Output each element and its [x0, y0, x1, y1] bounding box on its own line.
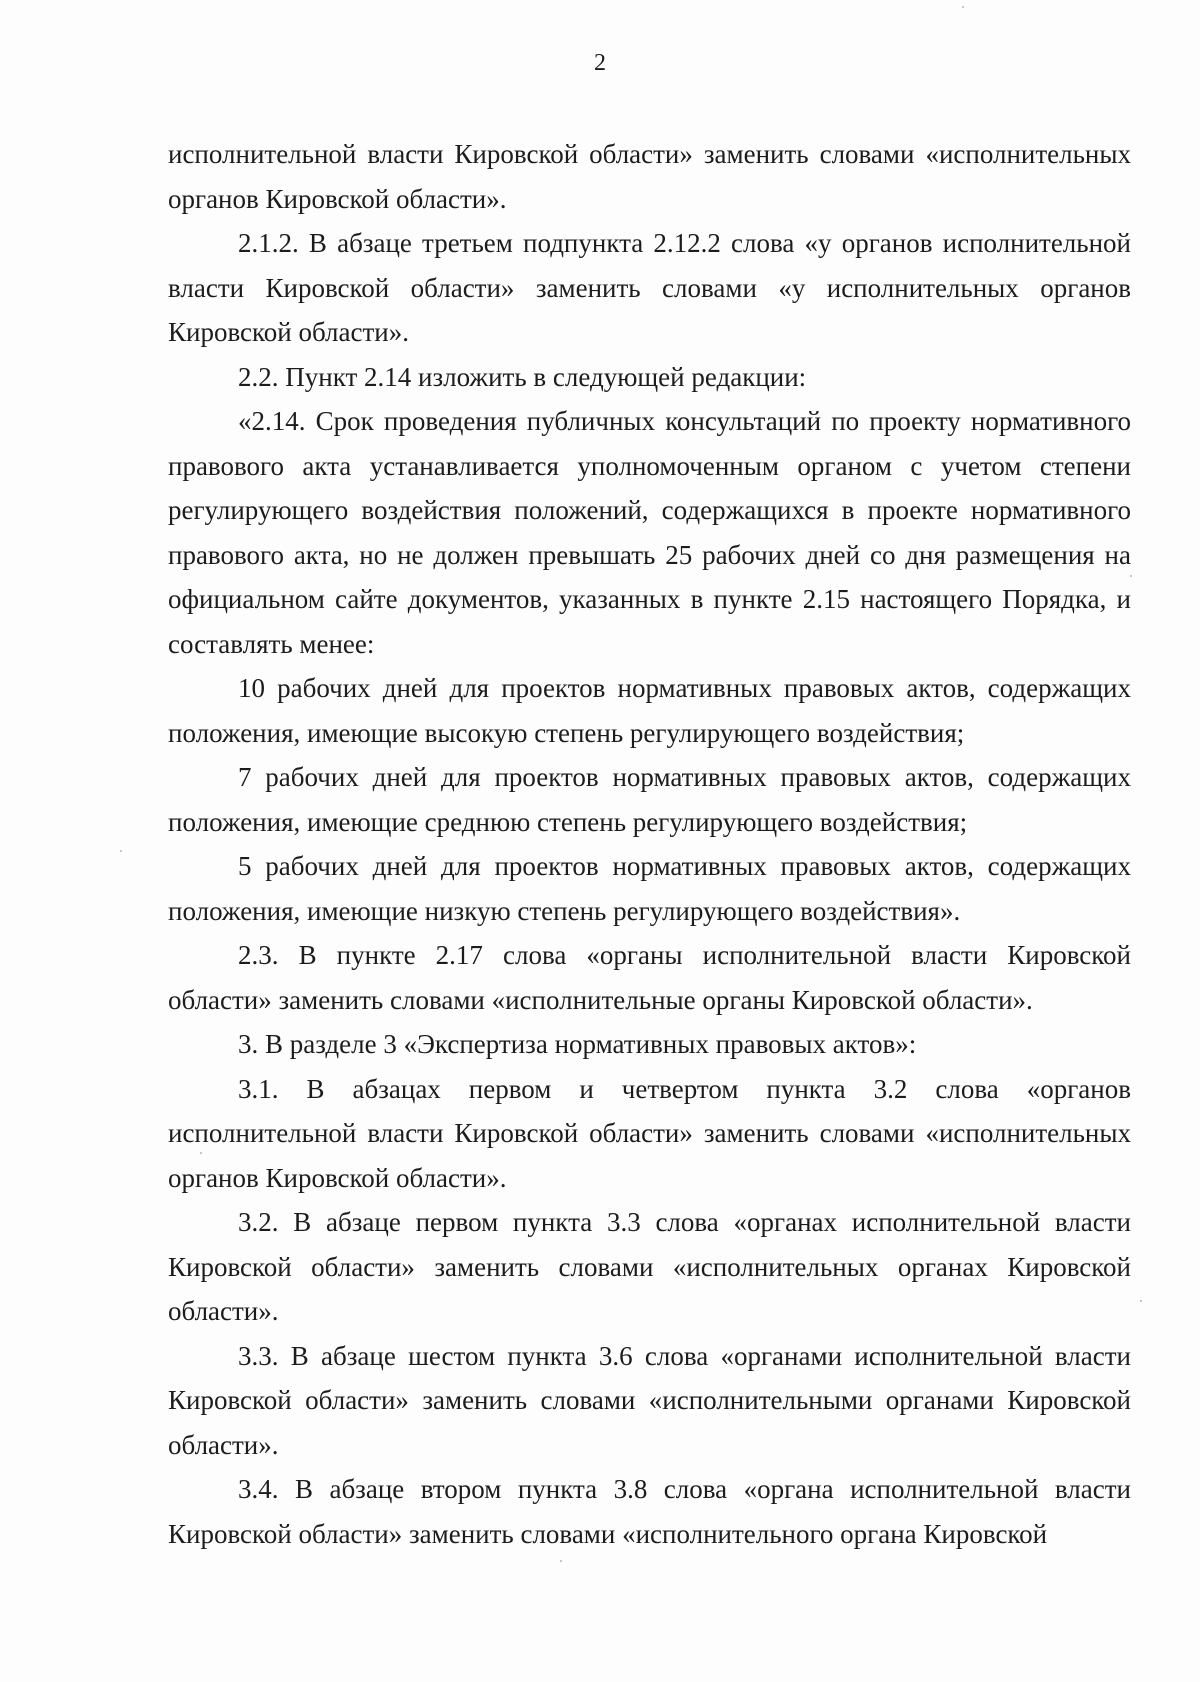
scan-speck: [1140, 1300, 1142, 1302]
paragraph: 2.1.2. В абзаце третьем подпункта 2.12.2 слова «у органов исполнительной власти Кировской области» заменить словами «у исполнительных органов Кировской области».: [168, 228, 1131, 347]
paragraph: 2.3. В пункте 2.17 слова «органы исполнительной власти Кировской области» заменить словами «исполнительные органы Кировской области».: [168, 940, 1131, 1015]
paragraph: 3.3. В абзаце шестом пункта 3.6 слова «органами исполнительной власти Кировской области» заменить словами «исполнительными органами Кировской области».: [168, 1340, 1131, 1460]
paragraph: 2.2. Пункт 2.14 изложить в следующей редакции:: [238, 361, 807, 392]
paragraph: исполнительной власти Кировской области» заменить словами «исполнительных органов Кировской области».: [168, 139, 1131, 214]
paragraph: 5 рабочих дней для проектов нормативных правовых актов, содержащих положения, имеющие низкую степень регулирующего воздействия».: [168, 851, 1131, 926]
paragraph: 3.4. В абзаце втором пункта 3.8 слова «органа исполнительной власти Кировской области» заменить словами «исполнительного органа Кировской: [168, 1474, 1131, 1549]
paragraph: 10 рабочих дней для проектов нормативных правовых актов, содержащих положения, имеющие высокую степень регулирующего воздействия;: [168, 673, 1131, 748]
page-number: 2: [594, 50, 606, 76]
document-body: [168, 132, 1131, 1556]
scan-speck: [962, 6, 964, 8]
paragraph: 7 рабочих дней для проектов нормативных правовых актов, содержащих положения, имеющие среднюю степень регулирующего воздействия;: [168, 762, 1131, 837]
scan-speck: [120, 850, 122, 852]
paragraph: 3. В разделе 3 «Экспертиза нормативных правовых актов»:: [238, 1029, 917, 1059]
paragraph: 3.1. В абзацах первом и четвертом пункта 3.2 слова «органов исполнительной власти Кировской области» заменить словами «исполнительных органов Кировской области».: [168, 1073, 1131, 1193]
paragraph: «2.14. Срок проведения публичных консультаций по проекту нормативного правового акта устанавливается уполномоченным органом с учетом степени регулирующего воздействия положений, содержащихся в проекте нормативного правового акта, но не должен превышать 25 рабочих дней со дня размещения на официальном сайте документов, указанных в пункте 2.15 настоящего Порядка, и составлять менее:: [168, 406, 1131, 659]
scan-speck: [560, 1560, 562, 1562]
scan-speck: [200, 1152, 202, 1154]
paragraph: 3.2. В абзаце первом пункта 3.3 слова «органах исполнительной власти Кировской области» заменить словами «исполнительных органах Кировской области».: [168, 1207, 1131, 1326]
scan-speck: [1130, 575, 1132, 577]
